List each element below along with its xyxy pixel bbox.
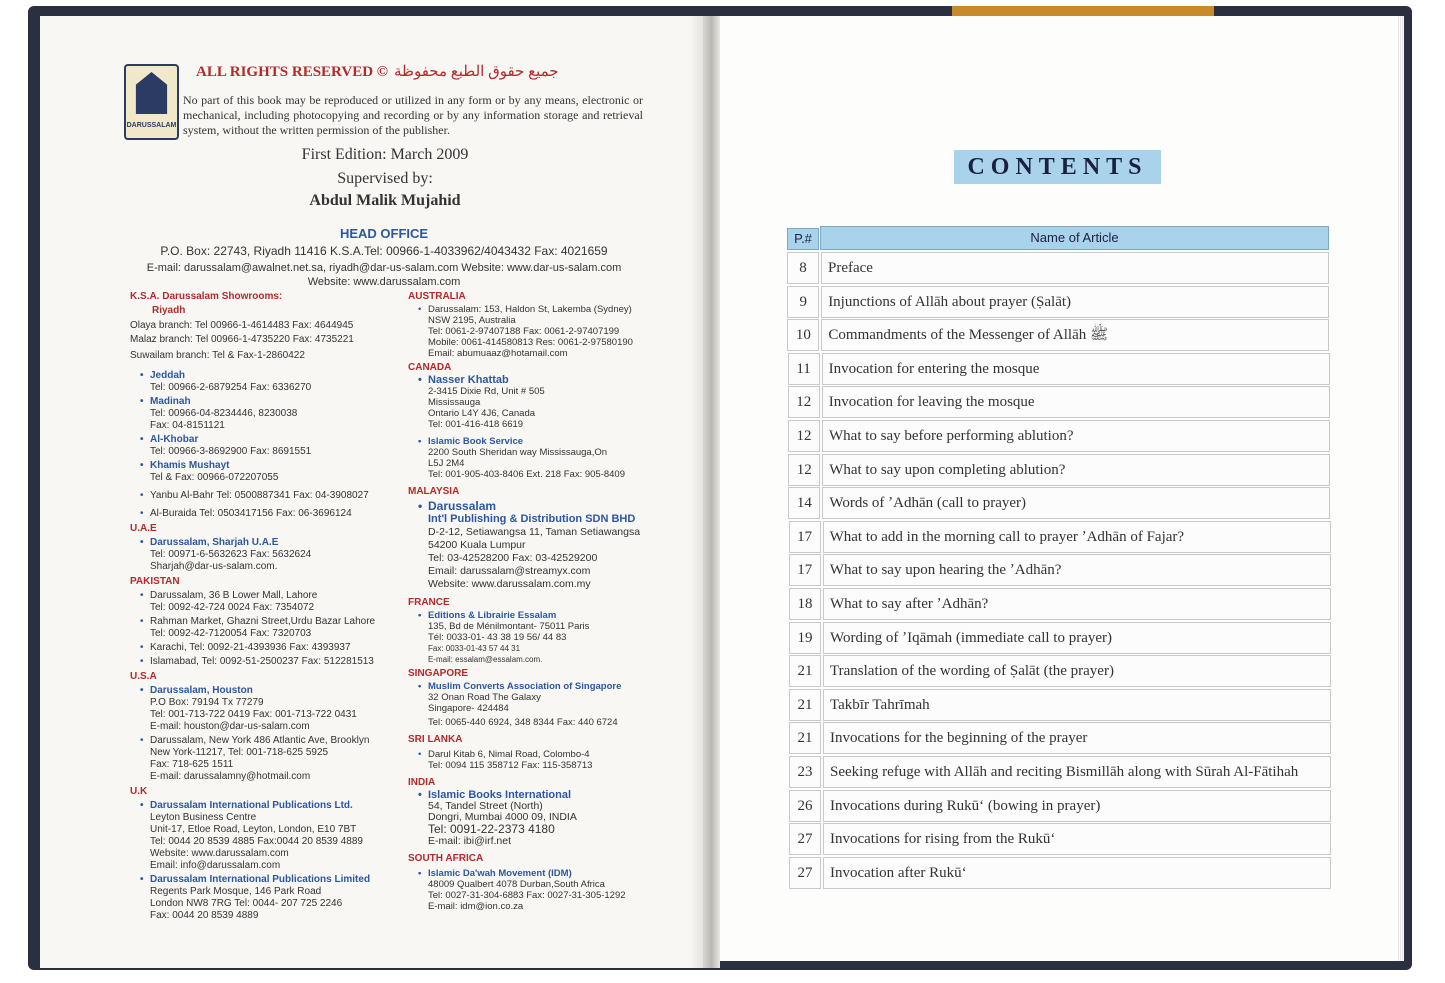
fr-branch: • Editions & Librairie Essalam [408,610,678,621]
row-article-name: Invocations for the beginning of the prayer [823,722,1331,754]
uk2-address1: Regents Park Mosque, 146 Park Road [150,886,322,897]
aus-address: NSW 2195, Australia [428,315,516,326]
row-page-number: 12 [788,386,820,418]
row-article-name: Takbīr Tahrīmah [823,689,1331,721]
rights-arabic: جميع حقوق الطبع محفوظة [393,64,559,80]
aus-tel: Tel: 0061-2-97407188 Fax: 0061-2-97407199 [428,326,620,337]
row-page-number: 17 [789,521,821,553]
city-jeddah: • Jeddah [130,370,400,382]
sg-addr1: 32 Onan Road The Galaxy [428,692,541,703]
supervised-label: Supervised by: [337,170,433,187]
sa-branch: • Islamic Da'wah Movement (IDM) [408,868,678,879]
row-page-number: 8 [787,252,819,284]
in-branch: • Islamic Books International [408,790,678,801]
mal-company: Int'l Publishing & Distribution SDN BHD [428,513,636,525]
region-australia: AUSTRALIA [408,291,466,302]
rights-text: ALL RIGHTS RESERVED © [196,64,388,80]
row-page-number: 27 [789,823,821,855]
jeddah-contact: Tel: 00966-2-6879254 Fax: 6336270 [150,382,312,393]
region-malaysia: MALAYSIA [408,486,460,497]
fr-fax: Fax: 0033-01-43 57 44 31 [428,644,521,653]
mal-addr2: 54200 Kuala Lumpur [428,539,526,551]
fr-addr: 135, Bd de Ménilmontant- 75011 Paris [428,621,590,632]
aus-mobile: Mobile: 0061-414580813 Res: 0061-2-97580190 [428,337,633,348]
row-article-name: Wording of ʼIqāmah (immediate call to prayer) [823,622,1331,654]
usa-newyork: • Darussalam, New York 486 Atlantic Ave, Brooklyn [130,735,400,747]
fr-tel: Tél: 0033-01- 43 38 19 56/ 44 83 [428,632,567,643]
khamis-contact: Tel & Fax: 00966-072207055 [150,472,279,483]
yanbu-contact: • Yanbu Al-Bahr Tel: 0500887341 Fax: 04-3908027 [130,490,400,502]
mal-tel: Tel: 03-42528200 Fax: 03-42529200 [428,552,598,564]
sa-email: E-mail: idm@ion.co.za [428,901,524,912]
usa-newyork-tel: New York-11217, Tel: 001-718-625 5925 [150,747,329,758]
mal-addr1: D-2-12, Setiawangsa 11, Taman Setiawangsa [428,526,641,538]
mal-email: Email: darussalam@streamyx.com [428,565,591,577]
region-pakistan: PAKISTAN [130,576,180,587]
can-ibs-addr2: L5J 2M4 [428,458,465,469]
region-uae: U.A.E [130,523,157,534]
row-page-number: 21 [789,722,821,754]
pak-karachi: • Karachi, Tel: 0092-21-4393936 Fax: 4393937 [130,642,400,654]
region-india: INDIA [408,777,436,788]
branch-malaz: Malaz branch: Tel 00966-1-4735220 Fax: 4735221 [130,334,354,345]
can-nasser-addr1: 2-3415 Dixie Rd, Unit # 505 [428,386,545,397]
row-article-name: What to say upon hearing the ʼAdhān? [823,554,1331,586]
supervisor-name: Abdul Malik Mujahid [309,192,461,209]
sg-tel: Tel: 0065-440 6924, 348 8344 Fax: 440 6724 [428,717,618,728]
row-article-name: Invocations during Rukūʻ (bowing in prayer) [823,790,1331,822]
branch-suwailam: Suwailam branch: Tel & Fax-1-2860422 [130,350,305,361]
branch-olaya: Olaya branch: Tel 00966-1-4614483 Fax: 4644945 [130,320,354,331]
usa-houston-email: E-mail: houston@dar-us-salam.com [150,721,310,732]
buraida-contact: • Al-Buraida Tel: 0503417156 Fax: 06-3696124 [130,508,400,520]
sa-tel: Tel: 0027-31-304-6883 Fax: 0027-31-305-1292 [428,890,626,901]
row-article-name: What to say upon completing ablution? [822,454,1330,486]
pak-rahman-market: • Rahman Market, Ghazni Street,Urdu Bazar Lahore [130,616,400,628]
region-canada: CANADA [408,362,452,373]
uk-email: Email: info@darussalam.com [150,860,281,871]
region-ksa: K.S.A. Darussalam Showrooms: [130,291,283,302]
sg-branch: • Muslim Converts Association of Singapore [408,681,678,692]
uk-tel: Tel: 0044 20 8539 4885 Fax:0044 20 8539 4889 [150,836,363,847]
usa-newyork-email: E-mail: darussalamny@hotmail.com [150,771,311,782]
pak-rahman-contact: Tel: 0092-42-7120054 Fax: 7320703 [150,628,312,639]
uk-publications-limited: • Darussalam International Publications Limited [130,874,400,886]
spine-shadow [690,16,703,968]
column-header-page: P.# [787,228,819,250]
copyright-notice: No part of this book may be reproduced or utilized in any form or by any means, electronic or mechanical, including photocopying and recording or by any information storage and retrieval system, without the written permission of the publisher. [183,93,643,137]
sl-branch: • Darul Kitab 6, Nimal Road, Colombo-4 [408,749,678,760]
usa-houston-tel: Tel: 001-713-722 0419 Fax: 001-713-722 0431 [150,709,357,720]
city-riyadh: Riyadh [152,305,186,316]
alkhobar-contact: Tel: 00966-3-8692900 Fax: 8691551 [150,446,312,457]
row-page-number: 12 [788,420,820,452]
row-article-name: What to say after ʼAdhān? [823,588,1331,620]
sa-addr: 48009 Qualbert 4078 Durban,South Africa [428,879,605,890]
uk2-fax: Fax: 0044 20 8539 4889 [150,910,259,921]
row-article-name: What to say before performing ablution? [822,420,1330,452]
row-page-number: 17 [789,554,821,586]
row-article-name: What to add in the morning call to prayer ʼAdhān of Fajar? [823,521,1331,553]
in-email: E-mail: ibi@irf.net [428,835,512,847]
row-article-name: Translation of the wording of Ṣalāt (the prayer) [823,655,1331,687]
uae-branch: • Darussalam, Sharjah U.A.E [130,537,400,549]
row-article-name: Invocation after Rukūʻ [823,857,1331,889]
head-office-title: HEAD OFFICE [339,226,429,241]
region-singapore: SINGAPORE [408,668,469,679]
row-page-number: 9 [787,286,819,318]
usa-houston: • Darussalam, Houston [130,685,400,697]
sg-addr2: Singapore- 424484 [428,703,509,714]
city-madinah: • Madinah [130,396,400,408]
region-uk: U.K [130,786,148,797]
head-office-line3: Website: www.darussalam.com [307,276,461,288]
aus-branch: • Darussalam: 153, Haldon St, Lakemba (Sydney) [408,304,678,315]
column-header-article: Name of Article [820,226,1329,250]
row-page-number: 14 [788,487,820,519]
uk-address2: Unit-17, Etloe Road, Leyton, London, E10 7BT [150,824,357,835]
book-gutter [703,16,720,968]
logo-text: DARUSSALAM [126,122,177,129]
row-article-name: Preface [821,252,1329,284]
uae-email: Sharjah@dar-us-salam.com. [150,561,278,572]
pak-lahore-contact: Tel: 0092-42-724 0024 Fax: 7354072 [150,602,315,613]
row-article-name: Commandments of the Messenger of Allāh ﷺ [821,319,1329,351]
distributors-left-column [130,288,400,922]
row-page-number: 23 [789,756,821,788]
can-ibs-tel: Tel: 001-905-403-8406 Ext. 218 Fax: 905-8409 [428,469,625,480]
in-addr1: 54, Tandel Street (North) [428,800,543,812]
row-article-name: Invocation for leaving the mosque [822,386,1330,418]
mal-branch: • Darussalam [408,499,678,513]
region-usa: U.S.A [130,671,157,682]
row-page-number: 26 [789,790,821,822]
row-article-name: Injunctions of Allāh about prayer (Ṣalāt) [821,286,1329,318]
contents-title: CONTENTS [954,150,1161,184]
publisher-logo [124,64,179,140]
usa-newyork-fax: Fax: 718-625 1511 [150,759,234,770]
aus-email: Email: abumuaaz@hotamail.com [428,348,568,359]
city-khamis: • Khamis Mushayt [130,460,400,472]
row-page-number: 27 [789,857,821,889]
distributors-right-column [408,288,678,912]
uk-website: Website: www.darussalam.com [150,848,289,859]
row-article-name: Seeking refuge with Allāh and reciting Bismillāh along with Sūrah Al-Fātihah [823,756,1331,788]
page-edges [1398,16,1404,961]
in-tel: Tel: 0091-22-2373 4180 [428,822,555,836]
can-nasser-addr3: Ontario L4Y 4J6, Canada [428,408,536,419]
region-southafrica: SOUTH AFRICA [408,853,484,864]
uk2-tel: London NW8 7RG Tel: 0044- 207 725 2246 [150,898,343,909]
uk-publications: • Darussalam International Publications Ltd. [130,800,400,812]
can-nasser: • Nasser Khattab [408,375,678,386]
city-alkhobar: • Al-Khobar [130,434,400,446]
row-page-number: 18 [789,588,821,620]
can-nasser-addr2: Mississauga [428,397,481,408]
can-ibs: • Islamic Book Service [408,436,678,447]
head-office-line1: P.O. Box: 22743, Riyadh 11416 K.S.A.Tel: 00966-1-4033962/4043432 Fax: 4021659 [160,244,608,258]
row-page-number: 21 [789,655,821,687]
can-ibs-addr1: 2200 South Sheridan way Mississauga,On [428,447,608,458]
region-srilanka: SRI LANKA [408,734,463,745]
pak-lahore: • Darussalam, 36 B Lower Mall, Lahore [130,590,400,602]
in-addr2: Dongri, Mumbai 4000 09, INDIA [428,811,577,823]
pak-islamabad: • Islamabad, Tel: 0092-51-2500237 Fax: 512281513 [130,656,400,668]
row-article-name: Invocations for rising from the Rukūʻ [823,823,1331,855]
madinah-contact: Tel: 00966-04-8234446, 8230038 [150,408,298,419]
row-page-number: 12 [788,454,820,486]
row-article-name: Words of ʼAdhān (call to prayer) [822,487,1330,519]
edition-text: First Edition: March 2009 [301,146,469,163]
logo-emblem [132,72,171,114]
row-page-number: 21 [789,689,821,721]
uk-address1: Leyton Business Centre [150,812,257,823]
row-page-number: 11 [788,353,820,385]
madinah-fax: Fax: 04-8151121 [150,420,225,431]
head-office-line2: E-mail: darussalam@awalnet.net.sa, riyadh@dar-us-salam.com Website: www.dar-us-salam.com [146,262,622,274]
region-france: FRANCE [408,597,450,608]
row-article-name: Invocation for entering the mosque [822,353,1330,385]
can-nasser-tel: Tel: 001-416-418 6619 [428,419,524,430]
mal-website: Website: www.darussalam.com.my [428,578,591,590]
row-page-number: 10 [787,319,819,351]
row-page-number: 19 [789,622,821,654]
sl-tel: Tel: 0094 115 358712 Fax: 115-358713 [428,760,593,771]
usa-houston-box: P.O Box: 79194 Tx 77279 [150,697,264,708]
uae-contact: Tel: 00971-6-5632623 Fax: 5632624 [150,549,312,560]
rights-heading [196,62,559,81]
fr-email: E-mail: essalam@essalam.com. [428,655,543,664]
